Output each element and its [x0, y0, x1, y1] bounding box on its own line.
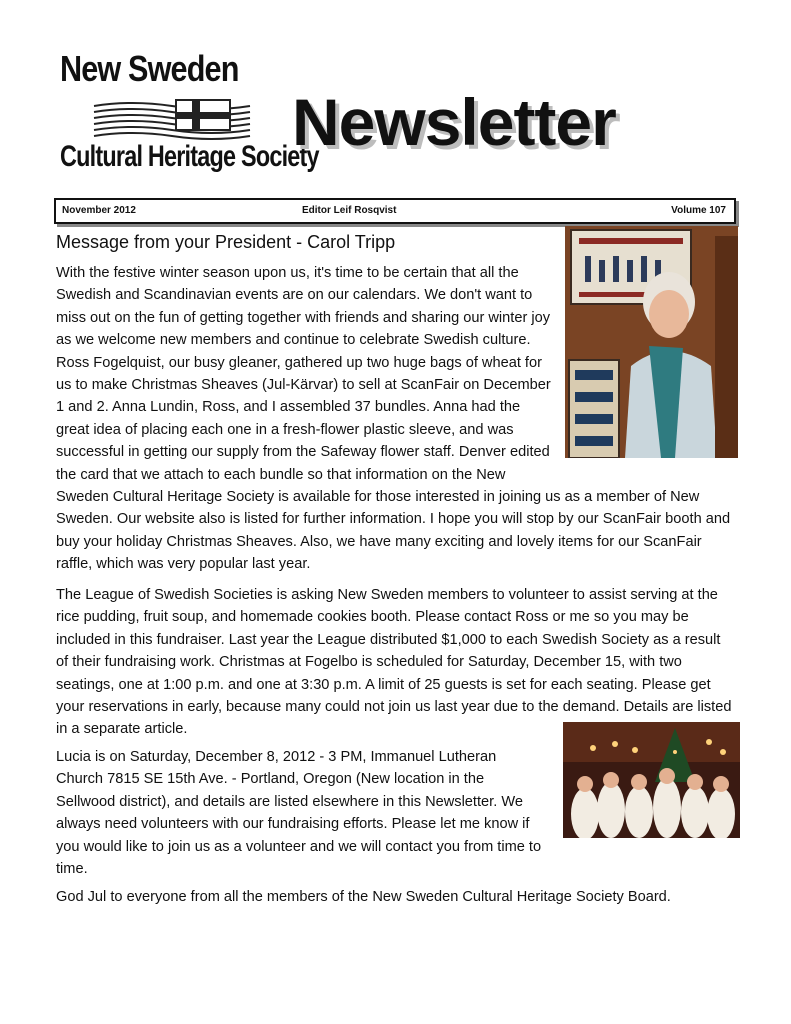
- issue-date: November 2012: [62, 205, 136, 216]
- paragraph-2: The League of Swedish Societies is asking New Sweden members to volunteer to assist serving at the rice pudding, fruit soup, and homemade cookies booth. Please contact Ross or me so you may be included in this fundraiser. Last year the League distributed $1,000 to each Swedish Society as a result of their fundraising work. Christmas at Fogelbo is scheduled for Saturday, December 15, with two seatings, one at 1:00 p.m. and one at 3:30 p.m. A limit of 25 guests is set for each seating. Please get your reservations in early, because many could not join us last year due to the demand. Details are listed in a separate article.: [56, 587, 732, 738]
- paragraph-1-text: With the festive winter season upon us, it's time to be certain that all the Swedish and Scandinavian events are on our calendars. We don't want to miss out on the fun of getting together with friends and sharing our winter joy as we welcome new members and continue to celebrate Swedish culture. Ross Fogelquist, our busy gleaner, gathered up two huge bags of wheat for us to make Christmas Sheaves (Jul-Kärvar) to sell at ScanFair on December 1 and 2. Anna Lundin, Ross, and I assembled 37 bundles. Anna had the great idea of placing each one in a fresh-flower plastic sleeve, and was successful in getting our supply from the Safeway flower staff. Denver edited the card that we attach to each bundle so that information on the New Sweden Cultural Heritage Society is available for those interested in joining us as a member of New Sweden. Our website also is listed for further information. I hope you will stop by our ScanFair booth and buy your holiday Christmas Sheaves. Also, we have many exciting and lovely items for our ScanFair raffle, which was very popular last year.: [56, 265, 731, 573]
- editor-credit: Editor Leif Rosqvist: [302, 205, 397, 216]
- issue-info-bar: [54, 198, 736, 224]
- president-photo: [565, 226, 738, 458]
- flag-emblem-icon: [92, 96, 252, 144]
- lucia-procession-photo: [563, 722, 740, 838]
- paragraph-4: God Jul to everyone from all the members of the New Sweden Cultural Heritage Society Board.: [56, 889, 671, 905]
- paragraph-3-text: Lucia is on Saturday, December 8, 2012 - 3 PM, Immanuel Lutheran Church 7815 SE 15th Ave. - Portland, Oregon (New location in the Sellwood district), and details are listed elsewhere in this Newsletter. We always need volunteers with our fundraising efforts. Please let me know if you would like to join us as a volunteer and we will contact you from time to time.: [56, 749, 542, 878]
- volume-number: Volume 107: [671, 205, 726, 216]
- newsletter-title: Newsletter: [292, 85, 616, 159]
- logo-title-line1: New Sweden: [60, 48, 239, 89]
- article-headline: Message from your President - Carol Tripp: [56, 232, 396, 252]
- logo-title-line2: Cultural Heritage Society: [60, 140, 319, 173]
